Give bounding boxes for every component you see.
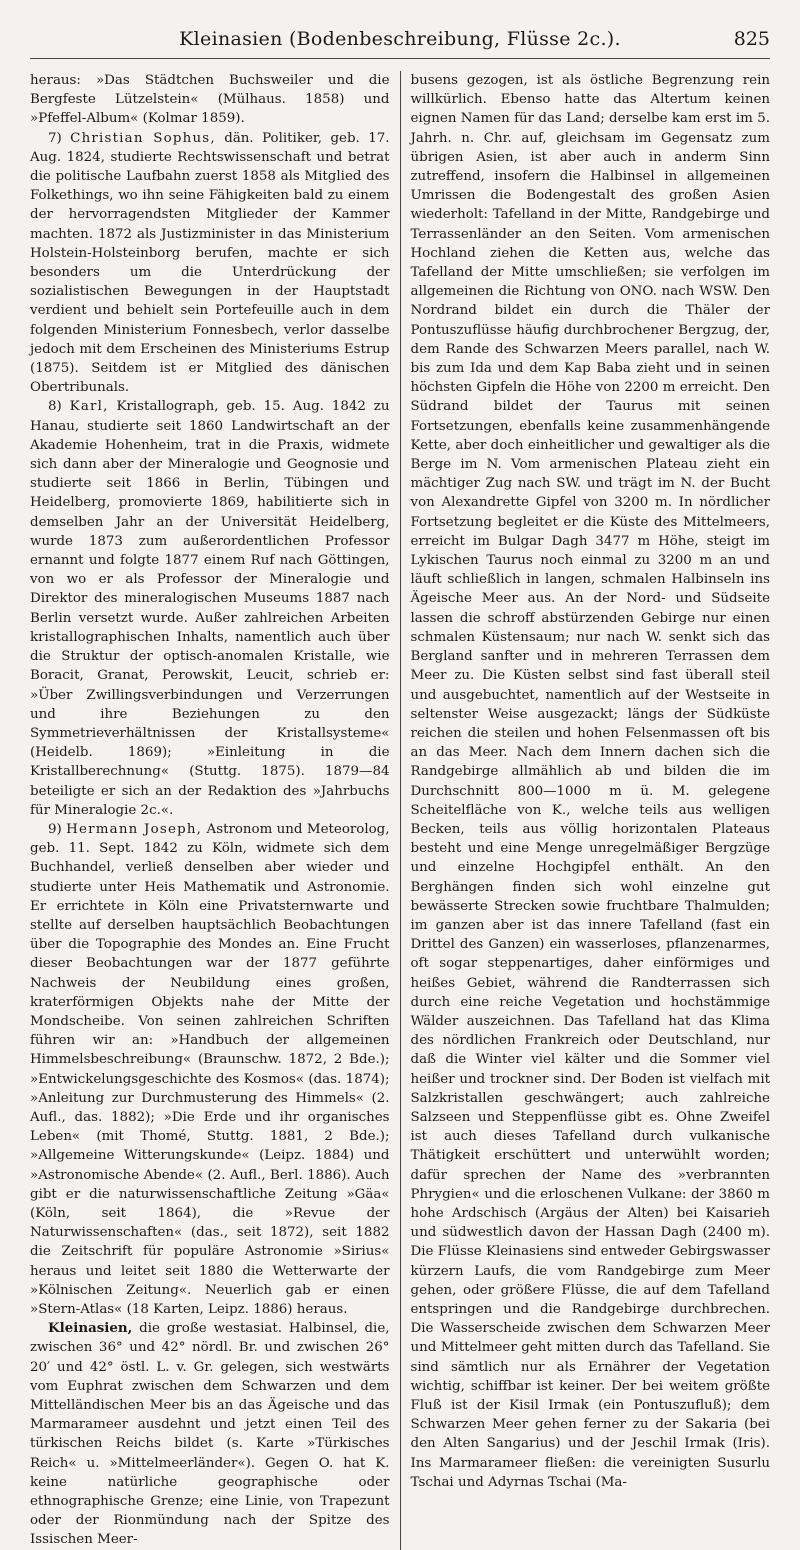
entry-karl [30, 397, 390, 819]
text-columns [30, 71, 770, 1550]
entry-name: Karl, [69, 399, 109, 415]
paragraph-continuation: heraus: »Das Städtchen Buchsweiler und die Bergfeste Lützelstein« (Mülhaus. 1858) und »Pfeffel-Album« (Kolmar 1859). [30, 73, 390, 127]
entry-kleinasien [30, 1319, 390, 1549]
entry-name: Hermann Joseph, [66, 821, 203, 837]
left-column [30, 71, 401, 1550]
entry-text: Astronom und Meteorolog, geb. 11. Sept. 1842 zu Köln, widmete sich dem Buchhandel, verließ denselben aber wieder und studierte unter Heis Mathematik und Astronomie. Er errichtete in Köln eine Privatsternwarte und stellte auf derselben hauptsächlich Beobachtungen über die Topographie des Mondes an. Eine Frucht dieser Beobachtungen war der 1877 geführte Nachweis der Neubildung eines großen, kraterförmigen Objekts nahe der Mitte der Mondscheibe. Von seinen zahlreichen Schriften führen wir an: »Handbuch der allgemeinen Himmelsbeschreibung« (Braunschw. 1872, 2 Bde.); »Entwickelungsgeschichte des Kosmos« (das. 1874); »Anleitung zur Durchmusterung des Himmels« (2. Aufl., das. 1882); »Die Erde und ihr organisches Leben« (mit Thomé, Stuttg. 1881, 2 Bde.); »Allgemeine Witterungskunde« (Leipz. 1884) und »Astronomische Abende« (2. Aufl., Berl. 1886). Auch gibt er die naturwissenschaftliche Zeitung »Gäa« (Köln, seit 1864), die »Revue der Naturwissenschaften« (das., seit 1872), seit 1882 die Zeitschrift für populäre Astronomie »Sirius« heraus und leitet seit 1880 die Wetterwarte der »Kölnischen Zeitung«. Neuerlich gab er einen »Stern-Atlas« (18 Karten, Leipz. 1886) heraus. [30, 821, 390, 1317]
entry-text: die große westasiat. Halbinsel, die, zwischen 36° und 42° nördl. Br. und zwischen 26° 20′ und 42° östl. L. v. Gr. gelegen, sich westwärts vom Euphrat zwischen dem Schwarzen und dem Mittelländischen Meer bis an das Ägeische und das Marmarameer ausdehnt und jetzt einen Teil des türkischen Reichs bildet (s. Karte »Türkisches Reich« u. »Mittelmeerländer«). Gegen O. hat K. keine natürliche geographische oder ethnographische Grenze; eine Linie, von Trapezunt oder der Rionmündung nach der Spitze des Issischen Meer- [30, 1321, 390, 1548]
entry-number: 8) [48, 399, 62, 415]
paragraph-continuation: busens gezogen, ist als östliche Begrenzung rein willkürlich. Ebenso hatte das Altertum keinen eignen Namen für das Land; derselbe kam erst im 5. Jahrh. n. Chr. auf, gleichsam im Gegensatz zum übrigen Asien, ist aber auch in anderm Sinn zutreffend, insofern die Halbinsel in allgemeinen Umrissen die Bodengestalt des großen Asien wiederholt: Tafelland in der Mitte, Randgebirge und Terrassenländer an den Seiten. Vom armenischen Hochland ziehen die Ketten aus, welche das Tafelland der Mitte umschließen; sie verfolgen im allgemeinen die Richtung von ONO. nach WSW. Den Nordrand bildet ein durch die Thäler der Pontuszuflüsse häufig durchbrochener Bergzug, der, dem Rande des Schwarzen Meers parallel, nach W. bis zum Ida und dem Kap Baba zieht und in seinen höchsten Gipfeln die Höhe von 2200 m erreicht. Den Südrand bildet der Taurus mit seinen Fortsetzungen, ebenfalls keine zusammenhängende Kette, aber doch einheitlicher und gewaltiger als die Berge im N. Vom armenischen Plateau zieht ein mächtiger Zug nach SW. und trägt im N. der Bucht von Alexandrette Gipfel von 3200 m. In nördlicher Fortsetzung begleitet er die Küste des Mittelmeers, erreicht im Bulgar Dagh 3477 m Höhe, steigt im Lykischen Taurus noch einmal zu 3200 m an und läuft schließlich in langen, schmalen Halbinseln ins Ägeische Meer aus. An der Nord- und Südseite lassen die schroff abstürzenden Gebirge nur einen schmalen Küstensaum; nur nach W. senkt sich das Bergland sanfter und in mehreren Terrassen dem Meer zu. Die Küsten selbst sind fast überall steil und ausgebuchtet, namentlich auf der Westseite in seltenster Weise ausgezackt; längs der Südküste reichen die steilen und hohen Felsenmassen oft bis an das Meer. Nach dem Innern dachen sich die Randgebirge allmählich ab und bilden die im Durchschnitt 800—1000 m ü. M. gelegene Scheitelfläche von K., welche teils aus welligen Becken, teils aus völlig horizontalen Plateaus besteht und eine Menge unregelmäßiger Bergzüge und einzelne Hochgipfel enthält. An den Berghängen finden sich wohl einzelne gut bewässerte Strecken sowie fruchtbare Thalmulden; im ganzen aber ist das innere Tafelland (fast ein Drittel des Ganzen) ein wasserloses, pflanzenarmes, oft sogar steppenartiges, daher einförmiges und heißes Gebiet, während die Randterrassen sich durch eine reiche Vegetation und hochstämmige Wälder auszeichnen. Das Tafelland hat das Klima des nördlichen Frankreich oder Deutschland, nur daß die Winter viel kälter und die Sommer viel heißer und trockner sind. Der Boden ist vielfach mit Salzkristallen geschwängert; auch zahlreiche Salzseen und Steppenflüsse gibt es. Ohne Zweifel ist auch dieses Tafelland durch vulkanische Thätigkeit erschüttert und unterwühlt worden; dafür sprechen der Name des »verbrannten Phrygien« und die erloschenen Vulkane: der 3860 m hohe Ardschisch (Argäus der Alten) bei Kaisarieh und südwestlich davon der Hassan Dagh (2400 m). Die Flüsse Kleinasiens sind entweder Gebirgswasser kürzern Laufs, die vom Randgebirge zum Meer gehen, oder größere Flüsse, die auf dem Tafelland entspringen und die Randgebirge durchbrechen. Die Wasserscheide zwischen dem Schwarzen Meer und Mittelmeer geht mitten durch das Tafelland. Sie sind sämtlich nur als Ernährer der Vegetation wichtig, schiffbar ist keiner. Der bei weitem größte Fluß ist der Kisil Irmak (ein Pontuszufluß); dem Schwarzen Meer gehen ferner zu der Sakaria (bei den Alten Sangarius) und der Jeschil Irmak (Iris). Ins Marmarameer fließen: die vereinigten Susurlu Tschai und Adyrnas Tschai (Ma- [410, 73, 770, 1490]
running-title: Kleinasien (Bodenbeschreibung, Flüsse 2c.). [179, 28, 621, 50]
entry-number: 9) [48, 821, 62, 837]
entry-text: dän. Politiker, geb. 17. Aug. 1824, studierte Rechtswissenschaft und betrat die politische Laufbahn zuerst 1858 als Mitglied des Folkethings, wo ihn seine Fähigkeiten bald zu einem der hervorragendsten Mitglieder der Kammer machten. 1872 als Justizminister in das Ministerium Holstein-Holsteinborg berufen, machte er sich besonders um die Unterdrückung der sozialistischen Bewegungen in der Hauptstadt verdient und behielt sein Portefeuille auch in dem folgenden Ministerium Fonnesbech, verlor dasselbe jedoch mit dem Erscheinen des Ministeriums Estrup (1875). Seitdem ist er Mitglied des dänischen Obertribunals. [30, 130, 390, 396]
headword: Kleinasien, [48, 1320, 133, 1337]
right-column [401, 71, 771, 1550]
page-number: 825 [733, 28, 770, 50]
entry-name: Christian Sophus, [70, 130, 216, 146]
entry-text: Kristallograph, geb. 15. Aug. 1842 zu Hanau, studierte seit 1860 Landwirtschaft an der Akademie Hohenheim, trat in die Praxis, widmete sich dann aber der Mineralogie und Geognosie und studierte seit 1866 in Berlin, Tübingen und Heidelberg, promovierte 1869, habilitierte sich in demselben Jahr an der Universität Heidelberg, wurde 1873 zum außerordentlichen Professor ernannt und folgte 1877 einem Ruf nach Göttingen, von wo er als Professor der Mineralogie und Direktor des mineralogischen Museums 1887 nach Berlin versetzt wurde. Außer zahlreichen Arbeiten kristallographischen Inhalts, namentlich auch über die Struktur der optisch-anomalen Kristalle, wie Boracit, Granat, Perowskit, Leucit, schrieb er: »Über Zwillingsverbindungen und Verzerrungen und ihre Beziehungen zu den Symmetrieverhältnissen der Kristallsysteme« (Heidelb. 1869); »Einleitung in die Kristallberechnung« (Stuttg. 1875). 1879—84 beteiligte er sich an der Redaktion des »Jahrbuchs für Mineralogie 2c.«. [30, 399, 390, 818]
entry-number: 7) [48, 130, 62, 146]
entry-christian-sophus [30, 129, 390, 398]
page-header [30, 22, 770, 59]
entry-hermann-joseph [30, 820, 390, 1319]
